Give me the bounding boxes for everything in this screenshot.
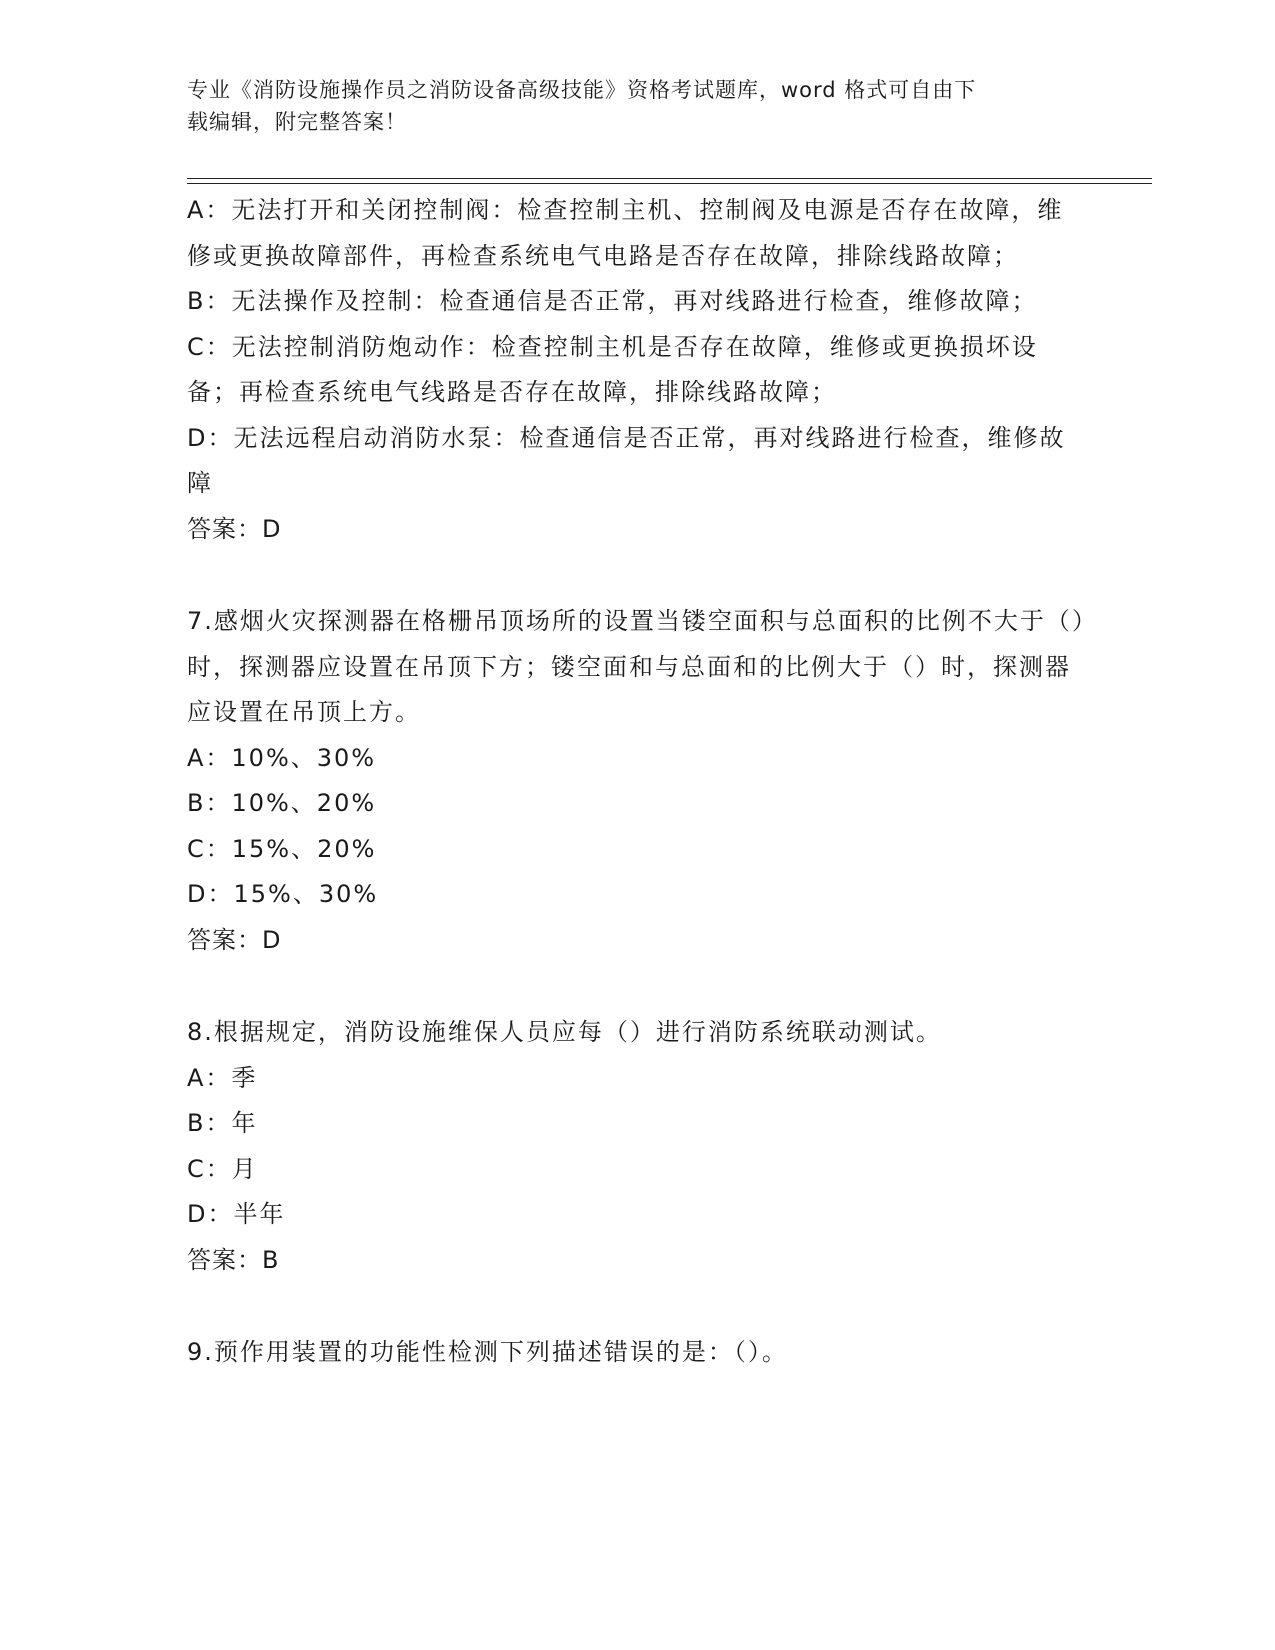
q6-answer: 答案：D: [187, 514, 282, 543]
header-line-2: 载编辑，附完整答案！: [187, 110, 407, 134]
q6-option-d: D：无法远程启动消防水泵：检查通信是否正常，再对线路进行检查，维修故障: [187, 423, 1066, 497]
q6-option-c: C：无法控制消防炮动作：检查控制主机是否存在故障，维修或更换损坏设备；再检查系统电气线路是否存在故障，排除线路故障；: [187, 332, 1038, 406]
question-6: [187, 188, 1087, 552]
question-8: [187, 1010, 1087, 1283]
header-rule-bottom: [187, 183, 1152, 184]
spacer: [187, 552, 1087, 599]
spacer: [187, 963, 1087, 1010]
question-list: [187, 188, 1087, 1376]
q7-question: 7.感烟火灾探测器在格栅吊顶场所的设置当镂空面积与总面积的比例不大于（）时，探测器应设置在吊顶下方；镂空面和与总面和的比例大于（）时，探测器应设置在吊顶上方。: [187, 607, 1086, 726]
q7-answer: 答案：D: [187, 925, 282, 954]
q8-option-d: D：半年: [187, 1200, 286, 1228]
question-7: [187, 599, 1087, 963]
q9-question: 9.预作用装置的功能性检测下列描述错误的是：（）。: [187, 1338, 788, 1366]
page-header: [187, 74, 1067, 138]
q8-question: 8.根据规定，消防设施维保人员应每（）进行消防系统联动测试。: [187, 1018, 942, 1046]
spacer: [187, 1283, 1087, 1330]
q7-option-a: A：10%、30%: [187, 743, 377, 772]
q8-option-c: C：月: [187, 1154, 258, 1183]
question-9: [187, 1330, 1087, 1376]
q7-option-b: B：10%、20%: [187, 789, 377, 817]
q8-answer: 答案：B: [187, 1245, 280, 1274]
q7-option-d: D：15%、30%: [187, 880, 379, 908]
header-line-1: 专业《消防设施操作员之消防设备高级技能》资格考试题库，word 格式可自由下: [187, 78, 977, 102]
q8-option-b: B：年: [187, 1109, 258, 1137]
q6-option-a: A：无法打开和关闭控制阀：检查控制主机、控制阀及电源是否存在故障，维修或更换故障部件，再检查系统电气电路是否存在故障，排除线路故障；: [187, 196, 1064, 270]
header-rule-top: [187, 178, 1152, 179]
q7-option-c: C：15%、20%: [187, 834, 377, 863]
q8-option-a: A：季: [187, 1063, 258, 1092]
q6-option-b: B：无法操作及控制：检查通信是否正常，再对线路进行检查，维修故障；: [187, 287, 1038, 315]
